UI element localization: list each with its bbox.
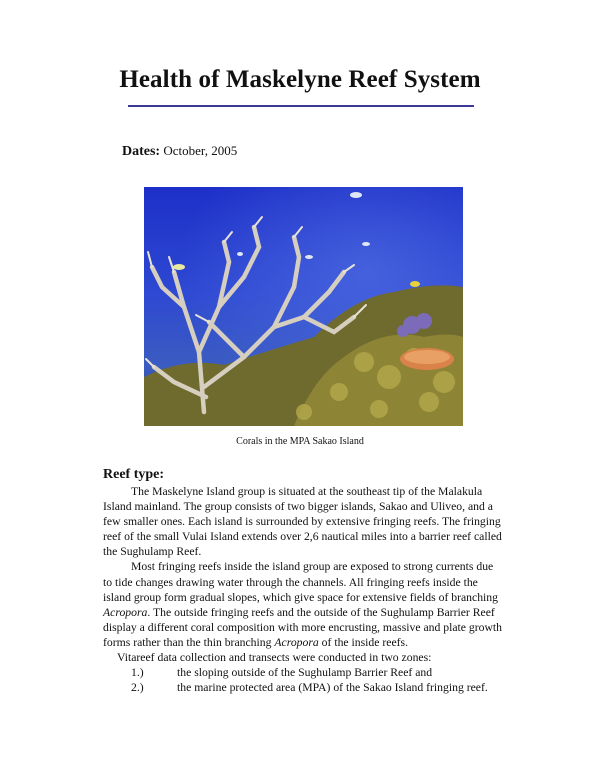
paragraph-2-text-b: . The outside fringing reefs and the outside of the Sughulamp Barrier Reef display a different coral composition with more encrusting, massive and plate growth forms rather than the thin branching [103, 605, 503, 649]
list-item-number: 1.) [131, 666, 144, 680]
document-title: Health of Maskelyne Reef System [119, 66, 481, 93]
dates-line [122, 143, 237, 160]
section-body [103, 484, 503, 695]
genus-acropora-2: Acropora [274, 635, 319, 649]
dates-label: Dates: [122, 144, 161, 159]
paragraph-2-text-a: Most fringing reefs inside the island group are exposed to strong currents due to tide changes drawing water through the channels. All fringing reefs inside the island group form gradual slopes, which give space for extensive fields of branching [103, 560, 498, 604]
dates-value: October, 2005 [163, 143, 238, 158]
coral-reef-photo [144, 187, 463, 426]
section-heading: Reef type: [103, 467, 165, 482]
figure-caption: Corals in the MPA Sakao Island [236, 436, 364, 447]
paragraph-1: The Maskelyne Island group is situated at the southeast tip of the Malakula Island mainland. The group consists of two bigger islands, Sakao and Uliveo, and a few smaller ones. Each island is surrounded by extensive fringing reefs. The fringing reef of the small Vulai Island extends over 2,6 nautical miles into a barrier reef called the Sughulamp Reef. [103, 485, 502, 559]
title-underline [128, 105, 474, 107]
list-item-number: 2.) [131, 681, 144, 695]
list-item [103, 680, 503, 695]
paragraph-2-text-c: of the inside reefs. [318, 635, 408, 649]
paragraph-3: Vitareef data collection and transects were conducted in two zones: [117, 651, 432, 665]
list-item-text: the sloping outside of the Sughulamp Barrier Reef and [177, 666, 433, 680]
paragraph-2 [103, 559, 503, 650]
list-item [103, 665, 503, 680]
list-item-text: the marine protected area (MPA) of the Sakao Island fringing reef. [177, 681, 488, 695]
genus-acropora-1: Acropora [103, 605, 148, 619]
